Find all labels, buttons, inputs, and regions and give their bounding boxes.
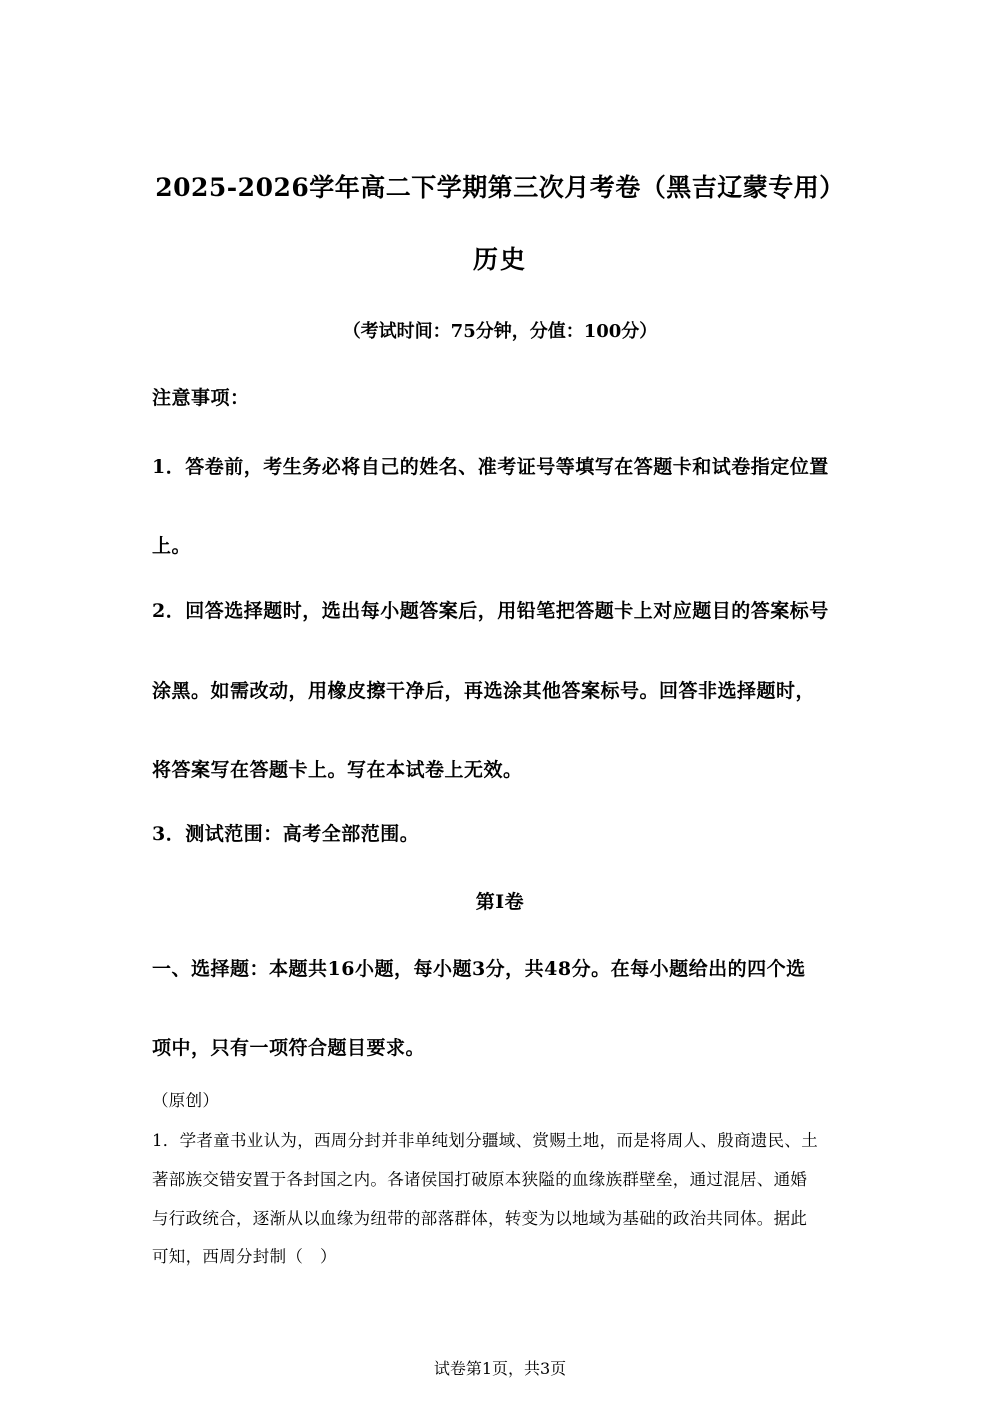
question-line: 著部族交错安置于各封国之内。各诸侯国打破原本狭隘的血缘族群壁垒，通过混居、通婚	[152, 1170, 808, 1189]
notice-line: 3．测试范围：高考全部范围。	[152, 823, 420, 845]
exam-title: 2025-2026学年高二下学期第三次月考卷（黑吉辽蒙专用）	[155, 173, 845, 202]
page-footer: 试卷第1页，共3页	[433, 1359, 567, 1378]
volume-title: 第Ⅰ卷	[475, 891, 525, 913]
question-line: 与行政统合，逐渐从以血缘为纽带的部落群体，转变为以地域为基础的政治共同体。据此	[152, 1209, 808, 1228]
notice-line: 1．答卷前，考生务必将自己的姓名、准考证号等填写在答题卡和试卷指定位置	[152, 456, 829, 478]
notice-line: 涂黑。如需改动，用橡皮擦干净后，再选涂其他答案标号。回答非选择题时，	[152, 680, 816, 702]
exam-time-info: （考试时间：75分钟，分值：100分）	[342, 321, 658, 342]
question-line: 可知，西周分封制（ ）	[152, 1247, 337, 1266]
notice-line: 2．回答选择题时，选出每小题答案后，用铅笔把答题卡上对应题目的答案标号	[152, 600, 829, 622]
section-instruction: 一、选择题：本题共16小题，每小题3分，共48分。在每小题给出的四个选	[152, 958, 806, 980]
notice-line: 将答案写在答题卡上。写在本试卷上无效。	[152, 759, 523, 781]
section-instruction: 项中，只有一项符合题目要求。	[152, 1037, 426, 1059]
subject-title: 历史	[472, 245, 527, 274]
question-source: （原创）	[152, 1091, 220, 1110]
notice-heading: 注意事项：	[152, 387, 250, 409]
notice-line: 上。	[152, 535, 192, 557]
question-line: 1．学者童书业认为，西周分封并非单纯划分疆域、赏赐土地，而是将周人、殷商遗民、土	[152, 1131, 818, 1150]
